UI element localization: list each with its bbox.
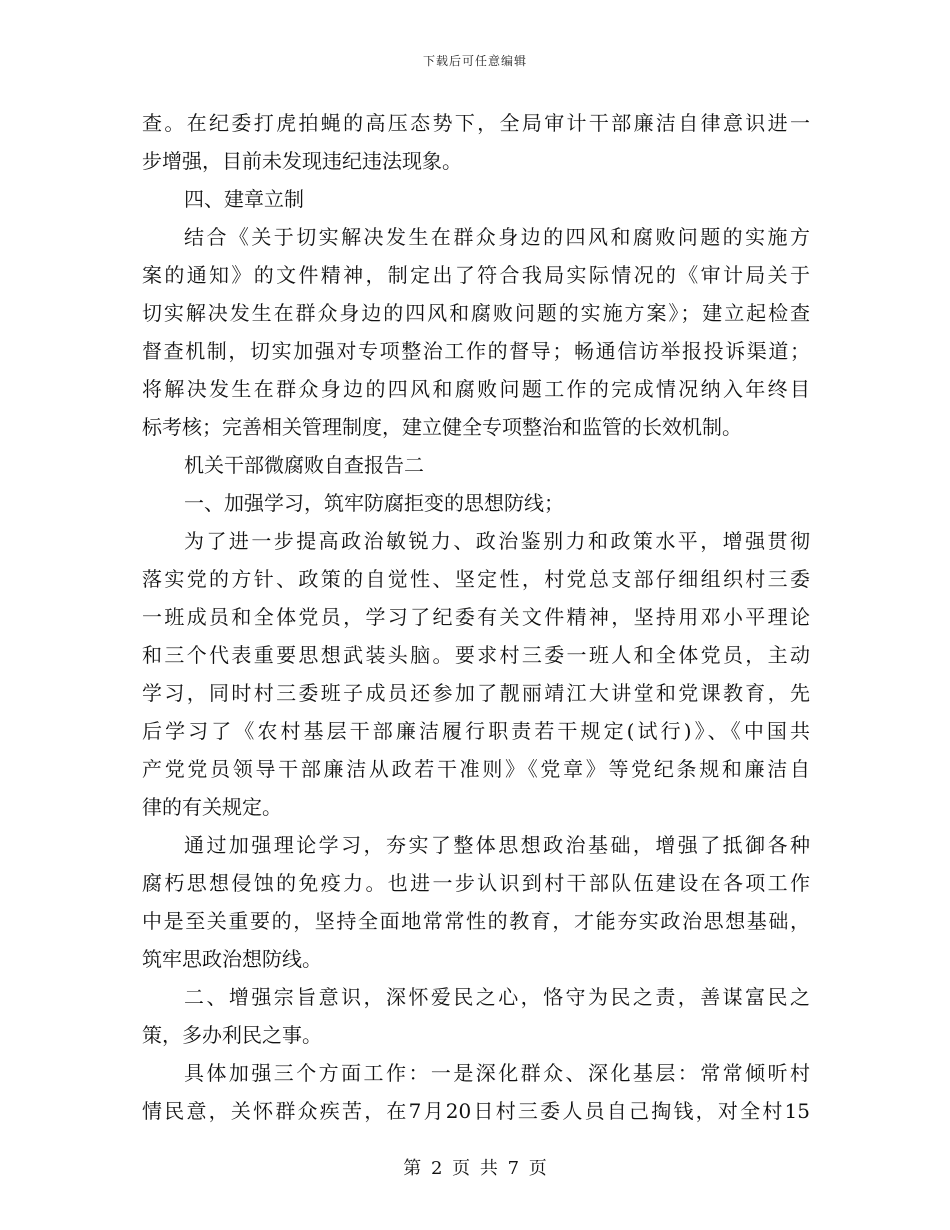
section-heading: 一、加强学习，筑牢防腐拒变的思想防线； — [184, 491, 564, 515]
text-line: 具体加强三个方面工作：一是深化群众、深化基层：常常倾听村 — [184, 1061, 810, 1085]
text-line: 策，多办利民之事。 — [142, 1023, 322, 1047]
text-line: 督查机制，切实加强对专项整治工作的督导；畅通信访举报投诉渠道； — [142, 339, 810, 363]
page-header: 下载后可任意编辑 — [422, 54, 527, 68]
text-line: 筑牢思政治想防线。 — [142, 947, 322, 971]
text-line: 步增强，目前未发现违纪违法现象。 — [142, 149, 462, 173]
text-line: 案的通知》的文件精神，制定出了符合我局实际情况的《审计局关于 — [142, 263, 810, 287]
text-line: 结合《关于切实解决发生在群众身边的四风和腐败问题的实施方 — [184, 225, 810, 249]
text-line: 产党党员领导干部廉洁从政若干准则》《党章》等党纪条规和廉洁自 — [142, 757, 810, 781]
text-line: 后学习了《农村基层干部廉洁履行职责若干规定(试行)》、《中国共 — [142, 719, 810, 743]
text-line: 标考核；完善相关管理制度，建立健全专项整治和监管的长效机制。 — [142, 415, 742, 439]
text-line: 为了进一步提高政治敏锐力、政治鉴别力和政策水平，增强贯彻 — [184, 529, 810, 553]
document-body — [142, 104, 810, 1130]
text-line: 律的有关规定。 — [142, 795, 282, 819]
text-line: 落实党的方针、政策的自觉性、坚定性，村党总支部仔细组织村三委 — [142, 567, 810, 591]
section-heading: 四、建章立制 — [184, 187, 304, 211]
text-line: 中是至关重要的，坚持全面地常常性的教育，才能夯实政治思想基础， — [142, 909, 810, 933]
page-footer: 第 2 页 共 7 页 — [403, 1158, 547, 1179]
text-line: 腐朽思想侵蚀的免疫力。也进一步认识到村干部队伍建设在各项工作 — [142, 871, 810, 895]
report-title: 机关干部微腐败自查报告二 — [184, 453, 424, 477]
text-line: 学习，同时村三委班子成员还参加了靓丽靖江大讲堂和党课教育，先 — [142, 681, 810, 705]
text-line: 通过加强理论学习，夯实了整体思想政治基础，增强了抵御各种 — [184, 833, 810, 857]
section-heading: 二、增强宗旨意识，深怀爱民之心，恪守为民之责，善谋富民之 — [184, 985, 810, 1009]
text-line: 一班成员和全体党员，学习了纪委有关文件精神，坚持用邓小平理论 — [142, 605, 810, 629]
text-line: 和三个代表重要思想武装头脑。要求村三委一班人和全体党员，主动 — [142, 643, 810, 667]
text-line: 查。在纪委打虎拍蝇的高压态势下，全局审计干部廉洁自律意识进一 — [142, 111, 810, 135]
text-line: 切实解决发生在群众身边的四风和腐败问题的实施方案》；建立起检查 — [142, 301, 810, 325]
text-line: 情民意，关怀群众疾苦，在7月20日村三委人员自己掏钱，对全村15 — [142, 1099, 810, 1123]
text-line: 将解决发生在群众身边的四风和腐败问题工作的完成情况纳入年终目 — [142, 377, 810, 401]
